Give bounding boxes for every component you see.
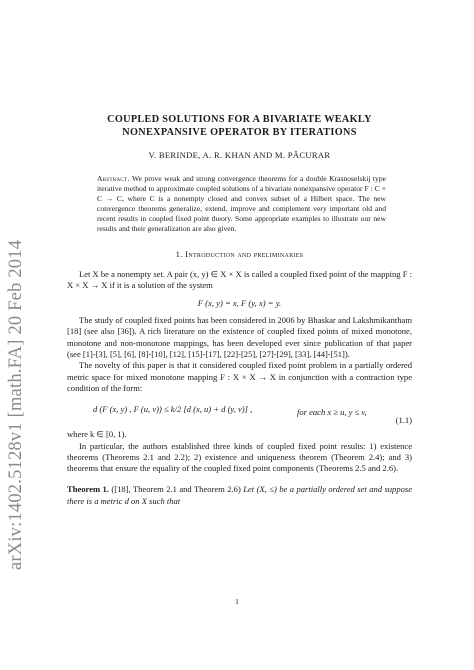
intro-paragraph-3: The novelty of this paper is that it considered coupled fixed point problem in a partially ordered metric space for mixed monotone mapping F : X × X → X in conjunction with a contraction type condition of the form: <box>67 360 412 393</box>
contraction-condition-equation <box>67 401 412 425</box>
theorem-body: Let (X, ≤) be a partially ordered set and suppose there is a metric d on X such that <box>67 484 412 506</box>
intro-paragraph-2: The study of coupled fixed points has been considered in 2006 by Bhaskar and Lakshmikantham [18] (see also [36]). A rich literature on the existence of coupled fixed points of mixed monotone, monotone and non-monotone mappings, has been developed ever since publication of that paper (see [1]-[3], [5], [6], [8]-[10], [12], [15]-[17], [22]-[25], [27]-[29], [33], [44]-[51]). <box>67 315 412 360</box>
equation-expression: d (F (x, y) , F (u, v)) ≤ k/2 [d (x, u) + d (y, v)] , <box>93 404 253 415</box>
intro-paragraph-4: In particular, the authors established three kinds of coupled fixed point results: 1) existence theorems (Theorems 2.1 and 2.2); 2) existence and uniqueness theorem (Theorem 2.4); and 3) theorems that ensure the equality of the coupled fixed point components (Theorems 2.5 and 2.6). <box>67 440 412 474</box>
paper-page <box>67 113 412 507</box>
title-line-1: COUPLED SOLUTIONS FOR A BIVARIATE WEAKLY <box>107 114 372 125</box>
equation-number: (1.1) <box>395 415 412 426</box>
theorem-1 <box>67 484 412 507</box>
authors: V. BERINDE, A. R. KHAN AND M. PĂCURAR <box>148 150 331 160</box>
section-heading: 1. Introduction and preliminaries <box>175 248 304 259</box>
abstract-label: Abstract. <box>97 174 130 183</box>
page-number: 1 <box>235 597 239 606</box>
where-clause: where k ∈ [0, 1). <box>67 429 127 440</box>
equation-condition: for each x ≥ u, y ≤ v, <box>297 407 367 418</box>
abstract <box>97 174 386 235</box>
title-line-2: NONEXPANSIVE OPERATOR BY ITERATIONS <box>122 127 357 138</box>
coupled-fixed-point-system: F (x, y) = x, F (y, x) = y. <box>197 298 282 309</box>
theorem-reference: ([18], Theorem 2.1 and Theorem 2.6) <box>111 484 241 495</box>
theorem-label: Theorem 1. <box>67 484 109 495</box>
intro-paragraph-1: Let X be a nonempty set. A pair (x, y) ∈ X × X is called a coupled fixed point of the mapping F : X × X → X if it is a solution of the system <box>67 268 412 290</box>
arxiv-identifier-stamp: arXiv:1402.5128v1 [math.FA] 20 Feb 2014 <box>6 239 26 570</box>
abstract-text: We prove weak and strong convergence theorems for a double Krasnoselskij type iterative method to approximate coupled solutions of a bivariate nonexpansive operator F : C × C → C, where C is a nonempty closed and convex subset of a Hilbert space. The new convergence theorems generalize, extend, improve and complement very important old and recent results in coupled fixed point theory. Some appropriate examples to illustrate our new results and their generalization are also given. <box>97 174 386 234</box>
paper-title <box>67 113 412 139</box>
